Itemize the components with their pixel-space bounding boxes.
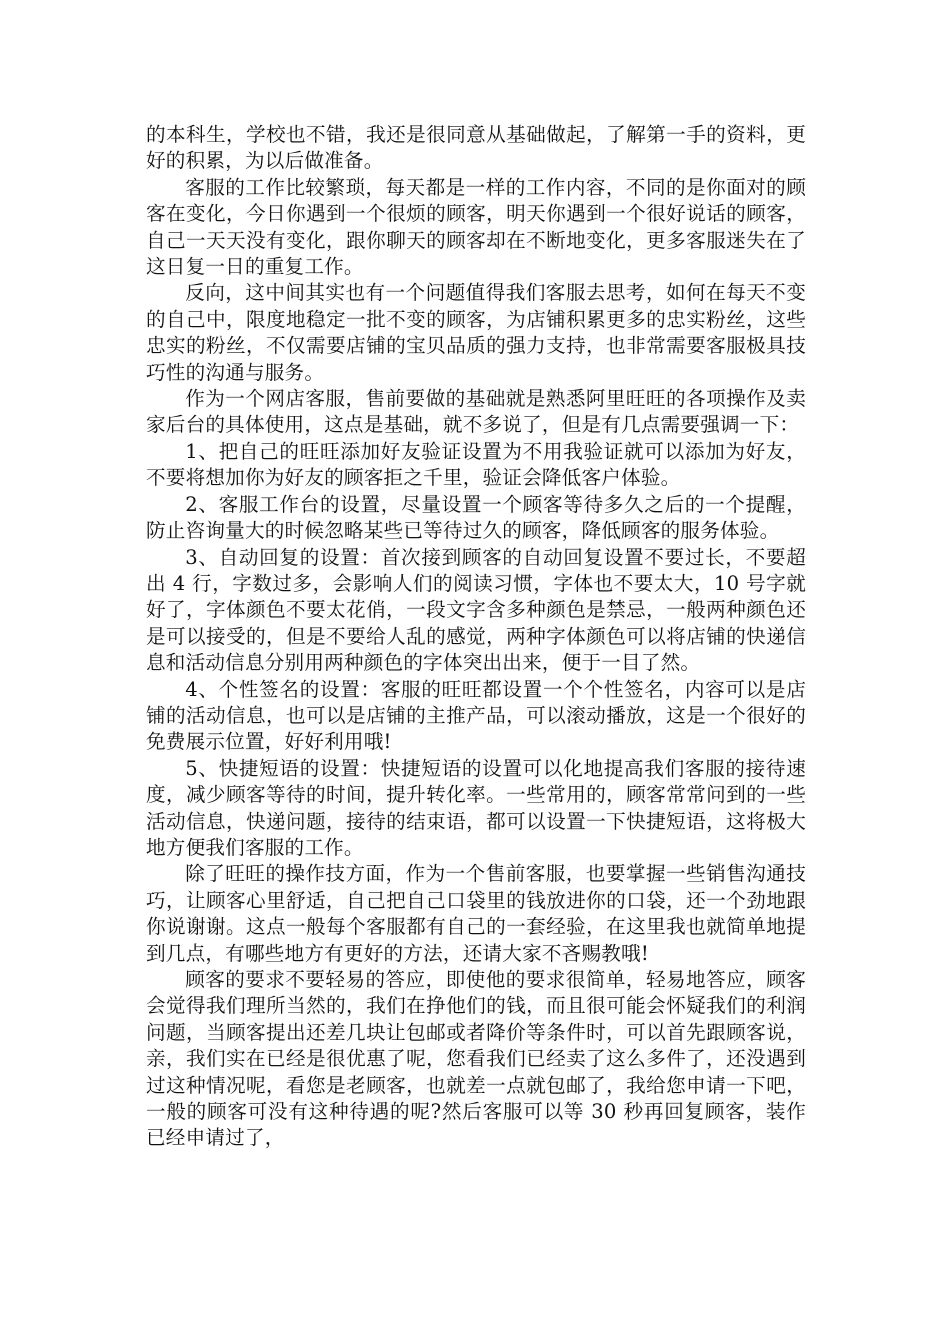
paragraph-3: 反向，这中间其实也有一个问题值得我们客服去思考，如何在每天不变的自己中，限度地稳定一批不变的顾客，为店铺积累更多的忠实粉丝，这些忠实的粉丝，不仅需要店铺的宝贝品质的强力支持，也非常需要客服极具技巧性的沟通与服务。: [146, 281, 806, 384]
paragraph-9: 5、快捷短语的设置：快捷短语的设置可以化地提高我们客服的接待速度，减少顾客等待的时间，提升转化率。一些常用的，顾客常常问到的一些活动信息，快递问题，接待的结束语，都可以设置一下快捷短语，这将极大地方便我们客服的工作。: [146, 756, 806, 859]
document-page: [146, 122, 806, 1152]
paragraph-1: 的本科生，学校也不错，我还是很同意从基础做起，了解第一手的资料，更好的积累，为以后做准备。: [146, 123, 806, 173]
paragraph-8: 4、个性签名的设置：客服的旺旺都设置一个个性签名，内容可以是店铺的活动信息，也可以是店铺的主推产品，可以滚动播放，这是一个很好的免费展示位置，好好利用哦!: [146, 677, 806, 754]
paragraph-7: 3、自动回复的设置：首次接到顾客的自动回复设置不要过长，不要超出 4 行，字数过多，会影响人们的阅读习惯，字体也不要太大，10 号字就好了，字体颜色不要太花俏，一段文字含多种颜色是禁忌，一般两种颜色还是可以接受的，但是不要给人乱的感觉，两种字体颜色可以将店铺的快递信息和活动信息分别用两种颜色的字体突出出来，便于一目了然。: [146, 545, 806, 675]
paragraph-4: 作为一个网店客服，售前要做的基础就是熟悉阿里旺旺的各项操作及卖家后台的具体使用，这点是基础，就不多说了，但是有几点需要强调一下：: [146, 387, 806, 437]
paragraph-6: 2、客服工作台的设置，尽量设置一个顾客等待多久之后的一个提醒，防止咨询量大的时候忽略某些已等待过久的顾客，降低顾客的服务体验。: [146, 492, 806, 543]
paragraph-5: 1、把自己的旺旺添加好友验证设置为不用我验证就可以添加为好友，不要将想加你为好友的顾客拒之千里，验证会降低客户体验。: [146, 439, 806, 490]
paragraph-2: 客服的工作比较繁琐，每天都是一样的工作内容，不同的是你面对的顾客在变化，今日你遇到一个很烦的顾客，明天你遇到一个很好说话的顾客，自己一天天没有变化，跟你聊天的顾客却在不断地变化，更多客服迷失在了这日复一日的重复工作。: [146, 175, 806, 279]
paragraph-10: 除了旺旺的操作技方面，作为一个售前客服，也要掌握一些销售沟通技巧，让顾客心里舒适，自己把自己口袋里的钱放进你的口袋，还一个劲地跟你说谢谢。这点一般每个客服都有自己的一套经验，在这里我也就简单地提到几点，有哪些地方有更好的方法，还请大家不吝赐教哦!: [146, 862, 806, 965]
paragraph-11: 顾客的要求不要轻易的答应，即使他的要求很简单，轻易地答应，顾客会觉得我们理所当然的，我们在挣他们的钱，而且很可能会怀疑我们的利润问题，当顾客提出还差几块让包邮或者降价等条件时，可以首先跟顾客说，亲，我们实在已经是很优惠了呢，您看我们已经卖了这么多件了，还没遇到过这种情况呢，看您是老顾客，也就差一点就包邮了，我给您申请一下吧，一般的顾客可没有这种待遇的呢?然后客服可以等 30 秒再回复顾客，装作已经申请过了，: [146, 968, 806, 1150]
